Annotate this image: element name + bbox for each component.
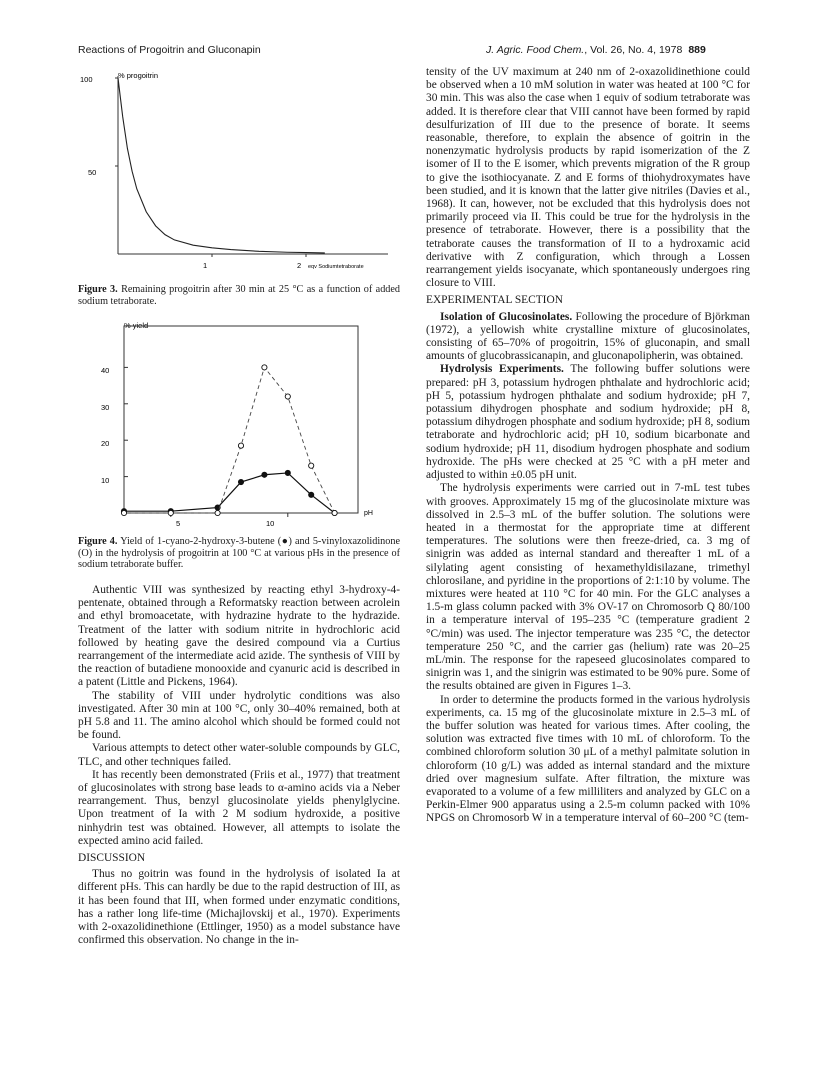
- open-circle-point: [168, 510, 173, 515]
- figure-4-chart: [78, 316, 388, 534]
- open-circle-point: [121, 510, 126, 515]
- fig3-x-tick-2: 2: [297, 261, 302, 270]
- run-in-heading: Hydrolysis Experiments.: [440, 363, 564, 376]
- figure-3-chart: [78, 68, 408, 278]
- fig4-caption-text: Yield of 1-cyano-2-hydroxy-3-butene (●) and 5-vinyloxazolidinone (O) in the hydrolysis of progoitrin at 100 °C at various pHs in the presence of sodium tetraborate buffer.: [78, 536, 400, 571]
- fig4-y-tick-10: 10: [101, 476, 110, 485]
- body-paragraph: [426, 311, 750, 364]
- fig3-y-tick-100: 100: [80, 75, 93, 84]
- open-circle-point: [238, 443, 243, 448]
- fig4-x-tick-5: 5: [176, 519, 181, 528]
- fig4-x-tick-10: 10: [266, 519, 275, 528]
- filled-circle-point: [238, 479, 243, 484]
- fig3-x-unit: eqv Sodiumtetraborate: [308, 264, 364, 270]
- fig3-x-tick-1: 1: [203, 261, 208, 270]
- body-paragraph: In order to determine the products formed in the various hydrolysis experiments, ca. 15 mg of the glucosinolate mixture in 2.5–3 mL of the buffer solution was heated for various times. After cooling, the solution was extracted five times with 10 mL of chloroform. To the combined chloroform solution 30 μL of a methyl palmitate solution in chloroform (10 g/L) was added as internal standard and the mixture dried over magnesium sulfate. After filtration, the mixture was evaporated to a volume of a few milliliters and analyzed by GLC on a Perkin-Elmer 900 apparatus using a 2.5-m column packed with 10% NPGS on Chromosorb W in a temperature interval of 60–200 °C (tem-: [426, 693, 750, 825]
- right-column: [426, 66, 750, 826]
- figure-4-caption: [78, 536, 400, 571]
- running-head-title: Reactions of Progoitrin and Gluconapin: [78, 44, 261, 56]
- running-head-journal: [486, 44, 706, 56]
- fig3-y-title: % progoitrin: [118, 71, 159, 80]
- open-circle-point: [332, 510, 337, 515]
- page-number: 889: [688, 44, 706, 56]
- section-heading: EXPERIMENTAL SECTION: [426, 294, 563, 307]
- paragraph-text: Following the procedure of Björkman (1972), a yellowish white crystalline mixture of glucosinolates, consisting of 65–70% of progoitrin, 15% of gluconapin, and small amounts of glucobrassicanapin, and gluconapolipherin, was obtained.: [426, 310, 750, 363]
- fig4-y-tick-30: 30: [101, 403, 110, 412]
- body-paragraph: Various attempts to detect other water-soluble compounds by GLC, TLC, and other techniques failed.: [78, 742, 400, 768]
- filled-circle-point: [309, 492, 314, 497]
- body-paragraph: It has recently been demonstrated (Friis et al., 1977) that treatment of glucosinolates with strong base leads to α-amino acids via a Neber rearrangement. Thus, benzyl glucosinolate yields phenylglycine. Upon treatment of Ia with 2 M sodium hydroxide, a positive ninhydrin test was obtained. However, all attempts to isolate the expected amino acid failed.: [78, 768, 400, 847]
- body-paragraph: tensity of the UV maximum at 240 nm of 2-oxazolidinethione could be observed when a 10 mM solution in water was heated at 100 °C for 30 min. This was also the case when 1 equiv of sodium tetraborate was added. It is therefore clear that VIII cannot have been formed by rapid desulfurization of III due to the presence of borate. It seems reasonable, therefore, to explain the absence of goitrin in the nonenzymatic hydrolysis products by rapid isomerization of the Z isomer of II to the E isomer, which prevents migration of the R group to give the isothiocyanate. Z and E forms of thiohydroxymates have been studied, and it is known that the latter give nitriles (Davies et al., 1968). It can, however, not be excluded that this hydrolysis does not primarily proceed via II. This could be true for the hydrolysis in the presence of tetraborate. However, there is a possibility that the tetraborate causes the transformation of II to a hydroxamic acid derivative with Z configuration, which through a Lossen rearrangement yields isocyanate, which spontaneously undergoes ring closure to VIII.: [426, 66, 750, 290]
- filled-circle-point: [285, 470, 290, 475]
- open-circle-point: [262, 365, 267, 370]
- section-heading: DISCUSSION: [78, 852, 146, 865]
- figure-3-caption: [78, 284, 400, 307]
- fig4-caption-label: Figure 4.: [78, 536, 118, 547]
- body-paragraph: The hydrolysis experiments were carried out in 7-mL test tubes with grooves. Approximately 15 mg of the glucosinolate mixture was dissolved in 2.5–3 mL of the buffer solution. The solutions were heated in a thermostat for the appropriate time at different temperatures. The solutions were then freeze-dried, ca. 3 mg of sinigrin was added as internal standard and thereafter 1 mL of a silylating agent consisting of hexamethyldisilazane, trimethyl chlorosilane, and pyridine in the proportions of 2:1:10 by volume. The mixtures were heated at 110 °C for 40 min. For the GLC analyses a 1.5-m glass column packed with 3% OV-17 on Chromosorb Q 80/100 in a temperature interval of 195–235 °C (temperature gradient 2 °C/min) was used. The injector temperature was 235 °C, the detector temperature 250 °C, and the carrier gas (helium) rate was 20–25 mL/min. The response for the rapeseed glucosinolates compared to sinigrin was 1, and the sinigrin was estimated to be 90% pure. Some of the results obtained are given in Figures 1–3.: [426, 482, 750, 693]
- vinyloxazolidinone-line: [124, 367, 335, 513]
- progoitrin-curve: [118, 78, 325, 253]
- fig4-y-tick-40: 40: [101, 366, 110, 375]
- journal-name: J. Agric. Food Chem.: [486, 44, 585, 56]
- filled-circle-point: [262, 472, 267, 477]
- left-column: [78, 584, 400, 947]
- fig3-caption-text: Remaining progoitrin after 30 min at 25 °C as a function of added sodium tetraborate.: [78, 284, 400, 307]
- run-in-heading: Isolation of Glucosinolates.: [440, 310, 573, 323]
- fig3-y-tick-50: 50: [88, 168, 97, 177]
- body-paragraph: The stability of VIII under hydrolytic conditions was also investigated. After 30 min at 100 °C, only 30–40% remained, both at pH 5.8 and 11. The amino alcohol which should be formed could not be found.: [78, 689, 400, 742]
- paragraph-text: The following buffer solutions were prepared: pH 3, potassium hydrogen phthalate and hydrochloric acid; pH 5, potassium hydrogen phthalate and sodium hydroxide; pH 7, potassium dihydrogen phosphate and sodium hydroxide; pH 8, potassium dihydrogen phosphate and sodium hydroxide; pH 8, sodium tetraborate and hydrochloric acid; pH 10, sodium bicarbonate and sodium hydroxide; pH 11, disodium hydrogen phosphate and sodium hydroxide. The pHs were checked at 25 °C with a pH meter and adjusted to within ±0.05 pH unit.: [426, 363, 750, 482]
- open-circle-point: [285, 394, 290, 399]
- body-paragraph: Thus no goitrin was found in the hydrolysis of isolated Ia at different pHs. This can hardly be due to the rapid destruction of III, as it has been found that III, when formed under enzymatic conditions, has a rather long life-time (Michajlovskij et al., 1970). Experiments with 2-oxazolidinethione (Ettlinger, 1950) as a model substance have confirmed this observation. No change in the in-: [78, 868, 400, 947]
- open-circle-point: [309, 463, 314, 468]
- open-circle-point: [215, 510, 220, 515]
- body-paragraph: [426, 363, 750, 482]
- volume-info: , Vol. 26, No. 4, 1978: [584, 44, 683, 56]
- fig4-y-tick-20: 20: [101, 439, 110, 448]
- fig3-caption-label: Figure 3.: [78, 284, 118, 295]
- body-paragraph: Authentic VIII was synthesized by reacting ethyl 3-hydroxy-4-pentenate, obtained through a Reformatsky reaction between acrolein and ethyl bromoacetate, with hydrazine hydrate to the hydrazide. Treatment of the latter with sodium nitrite in hydrochloric acid followed by heating gave the desired compound via a Curtius rearrangement of the intermediate acid azide. The synthesis of VIII by the reaction of butadiene monooxide and cyanuric acid is described in a patent (Little and Pickens, 1964).: [78, 584, 400, 689]
- fig4-x-unit: pH: [364, 510, 373, 517]
- fig4-y-title: % yield: [124, 321, 149, 330]
